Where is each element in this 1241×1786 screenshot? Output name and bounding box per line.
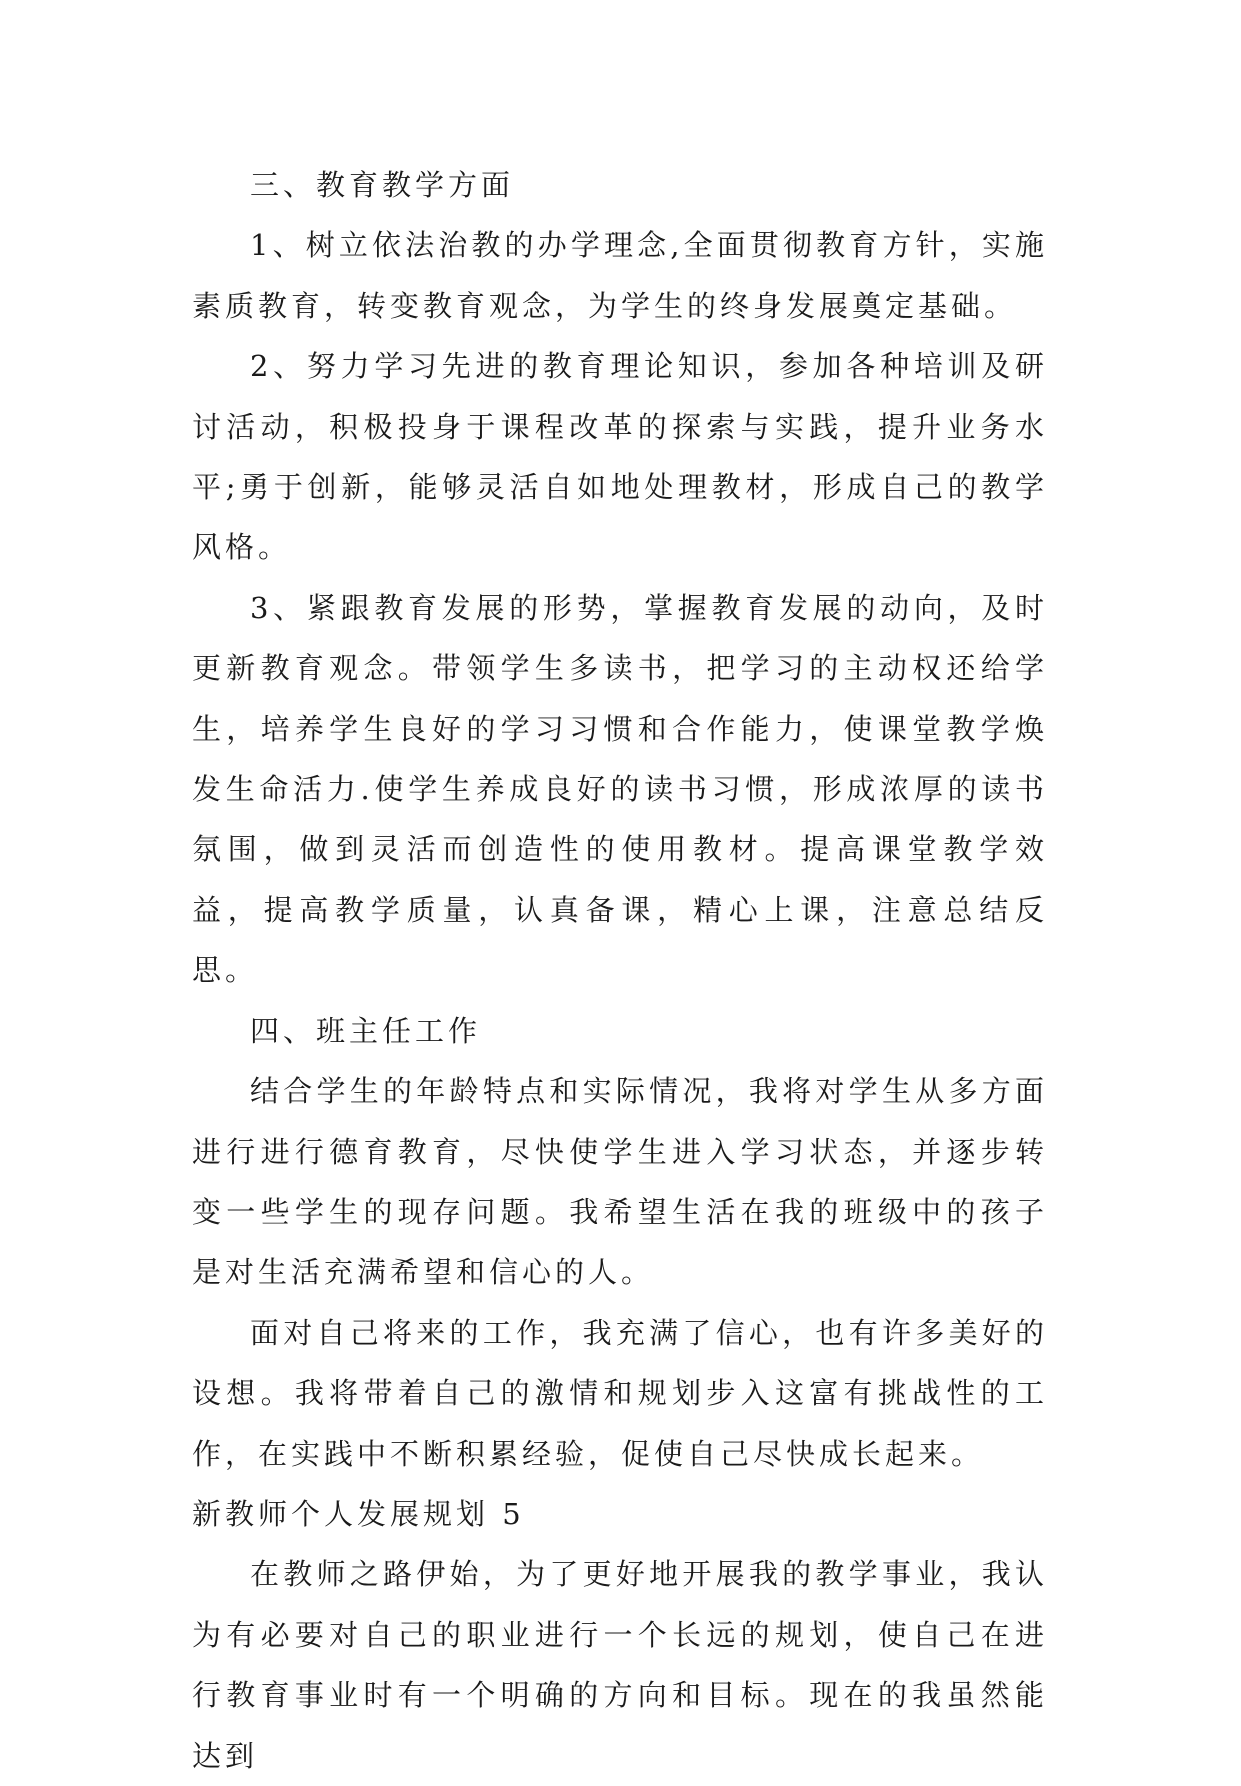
document-body — [192, 155, 1048, 1786]
section-heading-teaching: 三、教育教学方面 — [250, 168, 515, 202]
paragraph-class-teacher: 结合学生的年龄特点和实际情况，我将对学生从多方面进行进行德育教育，尽快使学生进入学习状态，并逐步转变一些学生的现存问题。我希望生活在我的班级中的孩子是对生活充满希望和信心的人。 — [192, 1074, 1048, 1290]
paragraph-item-3: 3、紧跟教育发展的形势，掌握教育发展的动向，及时更新教育观念。带领学生多读书，把学习的主动权还给学生，培养学生良好的学习习惯和合作能力，使课堂教学焕发生命活力.使学生养成良好的读书习惯，形成浓厚的读书氛围，做到灵活而创造性的使用教材。提高课堂教学效益，提高教学质量，认真备课，精心上课，注意总结反思。 — [192, 590, 1048, 988]
paragraph-future: 面对自己将来的工作，我充满了信心，也有许多美好的设想。我将带着自己的激情和规划步入这富有挑战性的工作，在实践中不断积累经验，促使自己尽快成长起来。 — [192, 1315, 1048, 1471]
paragraph-item-2: 2、努力学习先进的教育理论知识，参加各种培训及研讨活动，积极投身于课程改革的探索与实践，提升业务水平;勇于创新，能够灵活自如地处理教材，形成自己的教学风格。 — [192, 349, 1048, 565]
paragraph-intro: 在教师之路伊始，为了更好地开展我的教学事业，我认为有必要对自己的职业进行一个长远的规划，使自己在进行教育事业时有一个明确的方向和目标。现在的我虽然能达到 — [192, 1557, 1048, 1773]
section-heading-class-teacher: 四、班主任工作 — [250, 1013, 482, 1048]
paragraph-item-1: 1、树立依法治教的办学理念,全面贯彻教育方针，实施素质教育，转变教育观念，为学生的终身发展奠定基础。 — [192, 228, 1048, 323]
section-title: 新教师个人发展规划 5 — [192, 1496, 525, 1531]
